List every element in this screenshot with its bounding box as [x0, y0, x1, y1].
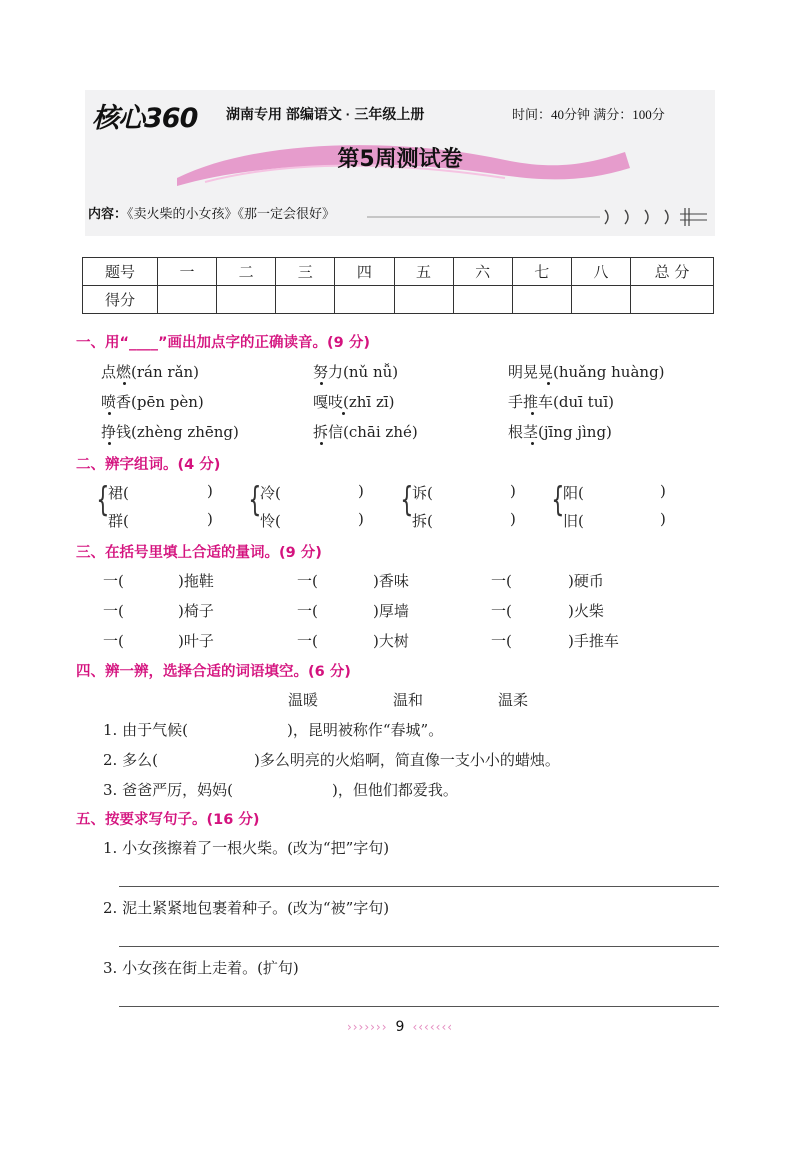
emphasis-dot: [108, 412, 111, 415]
content-label: 内容：: [88, 206, 128, 221]
brand-logo: 核心360: [92, 103, 198, 134]
close-paren: ): [207, 482, 213, 500]
score-table: [82, 257, 714, 314]
left-arrows-icon: ‹‹‹‹‹‹‹: [412, 1020, 454, 1034]
measure-prefix: 一(: [491, 572, 512, 590]
section-2-heading: 二、辨字组词。(4 分): [76, 457, 221, 473]
emphasis-dot: [531, 412, 534, 415]
close-paren: ): [510, 510, 516, 528]
brace-icon: {: [400, 480, 414, 520]
section-5-heading: 五、按要求写句子。(16 分): [76, 812, 260, 828]
table-row: [83, 258, 714, 286]
content-text: 《卖火柴的小女孩》《那一定会很好》: [127, 207, 336, 222]
fill-sentence-end: )，但他们都爱我。: [332, 781, 458, 799]
word-option: 温柔: [498, 691, 529, 709]
word-pair-char: 旧(: [563, 512, 584, 530]
time-score-info: 时间：40分钟 满分：100分: [512, 107, 665, 122]
measure-prefix: 一(: [297, 572, 318, 590]
score-cell[interactable]: [158, 286, 217, 314]
page-title: 第5周测试卷: [337, 147, 463, 172]
close-paren: ): [660, 482, 666, 500]
answer-line[interactable]: [119, 946, 719, 947]
pinyin-item: 喷香(pēn pèn): [101, 393, 204, 411]
table-cell: 五: [394, 258, 453, 286]
measure-prefix: 一(: [491, 602, 512, 620]
table-cell: 八: [571, 258, 630, 286]
section-1-heading: 一、用“____”画出加点字的正确读音。(9 分): [76, 335, 370, 351]
score-cell[interactable]: [631, 286, 714, 314]
page-footer: [0, 1019, 800, 1035]
rewrite-prompt: 1. 小女孩擦着了一根火柴。(改为“把”字句): [103, 839, 390, 857]
brace-icon: {: [96, 480, 110, 520]
measure-item: )火柴: [568, 602, 604, 620]
rewrite-prompt: 2. 泥土紧紧地包裹着种子。(改为“被”字句): [103, 899, 390, 917]
measure-prefix: 一(: [491, 632, 512, 650]
word-option: 温暖: [288, 691, 319, 709]
emphasis-dot: [108, 442, 111, 445]
pinyin-item: 挣钱(zhèng zhēng): [101, 423, 239, 441]
close-paren: ): [510, 482, 516, 500]
content-line: [88, 203, 335, 222]
close-paren: ): [358, 510, 364, 528]
score-cell[interactable]: [512, 286, 571, 314]
brace-icon: {: [551, 480, 565, 520]
measure-item: )手推车: [568, 632, 619, 650]
close-paren: ): [358, 482, 364, 500]
close-paren: ): [207, 510, 213, 528]
measure-prefix: 一(: [297, 632, 318, 650]
word-pair-char: 群(: [108, 512, 129, 530]
score-cell[interactable]: [276, 286, 335, 314]
rewrite-prompt: 3. 小女孩在街上走着。(扩句): [103, 959, 299, 977]
emphasis-dot: [123, 382, 126, 385]
table-cell: 六: [453, 258, 512, 286]
measure-prefix: 一(: [103, 602, 124, 620]
table-cell: 七: [512, 258, 571, 286]
pinyin-item: 明晃晃(huǎng huàng): [508, 363, 665, 381]
measure-prefix: 一(: [103, 632, 124, 650]
measure-item: )大树: [373, 632, 409, 650]
pinyin-item: 努力(nǔ nǚ): [313, 363, 399, 381]
close-paren: ): [660, 510, 666, 528]
emphasis-dot: [547, 382, 550, 385]
answer-line[interactable]: [119, 886, 719, 887]
pinyin-item: 嘎吱(zhī zī): [313, 393, 395, 411]
series-label: 湖南专用 部编语文 · 三年级上册: [226, 106, 425, 122]
answer-line[interactable]: [119, 1006, 719, 1007]
emphasis-dot: [320, 442, 323, 445]
fill-sentence-start: 1. 由于气候(: [103, 721, 188, 739]
measure-item: )椅子: [178, 602, 214, 620]
word-pair-char: 阳(: [563, 484, 584, 502]
word-option: 温和: [393, 691, 424, 709]
score-cell[interactable]: [217, 286, 276, 314]
fill-sentence-end: )，昆明被称作“春城”。: [287, 721, 444, 739]
right-arrows-icon: ›››››››: [346, 1020, 388, 1034]
emphasis-dot: [320, 382, 323, 385]
word-pair-char: 拆(: [412, 512, 433, 530]
table-cell: 二: [217, 258, 276, 286]
emphasis-dot: [531, 442, 534, 445]
word-pair-char: 诉(: [412, 484, 433, 502]
score-cell[interactable]: [571, 286, 630, 314]
pinyin-item: 点燃(rán rǎn): [101, 363, 200, 381]
fill-sentence-end: )多么明亮的火焰啊，简直像一支小小的蜡烛。: [254, 751, 560, 769]
pinyin-item: 手推车(duī tuī): [508, 393, 615, 411]
table-cell: 一: [158, 258, 217, 286]
fill-sentence-start: 2. 多么(: [103, 751, 158, 769]
measure-prefix: 一(: [297, 602, 318, 620]
pinyin-item: 根茎(jīng jìng): [508, 423, 612, 441]
word-pair-char: 裙(: [108, 484, 129, 502]
score-cell[interactable]: [394, 286, 453, 314]
table-cell: 得分: [83, 286, 158, 314]
page-number: 9: [395, 1019, 405, 1035]
section-3-heading: 三、在括号里填上合适的量词。(9 分): [76, 545, 322, 561]
measure-prefix: 一(: [103, 572, 124, 590]
table-cell: 三: [276, 258, 335, 286]
score-cell[interactable]: [335, 286, 394, 314]
table-cell: 题号: [83, 258, 158, 286]
table-cell: 四: [335, 258, 394, 286]
table-row: [83, 286, 714, 314]
pinyin-item: 拆信(chāi zhé): [313, 423, 418, 441]
word-pair-char: 怜(: [260, 512, 281, 530]
score-cell[interactable]: [453, 286, 512, 314]
measure-item: )拖鞋: [178, 572, 214, 590]
table-cell: 总 分: [631, 258, 714, 286]
word-pair-char: 冷(: [260, 484, 281, 502]
section-4-heading: 四、辨一辨，选择合适的词语填空。(6 分): [76, 664, 351, 680]
measure-item: )叶子: [178, 632, 214, 650]
measure-item: )厚墙: [373, 602, 409, 620]
brace-icon: {: [248, 480, 262, 520]
measure-item: )香味: [373, 572, 409, 590]
emphasis-dot: [342, 412, 345, 415]
measure-item: )硬币: [568, 572, 604, 590]
fill-sentence-start: 3. 爸爸严厉，妈妈(: [103, 781, 233, 799]
